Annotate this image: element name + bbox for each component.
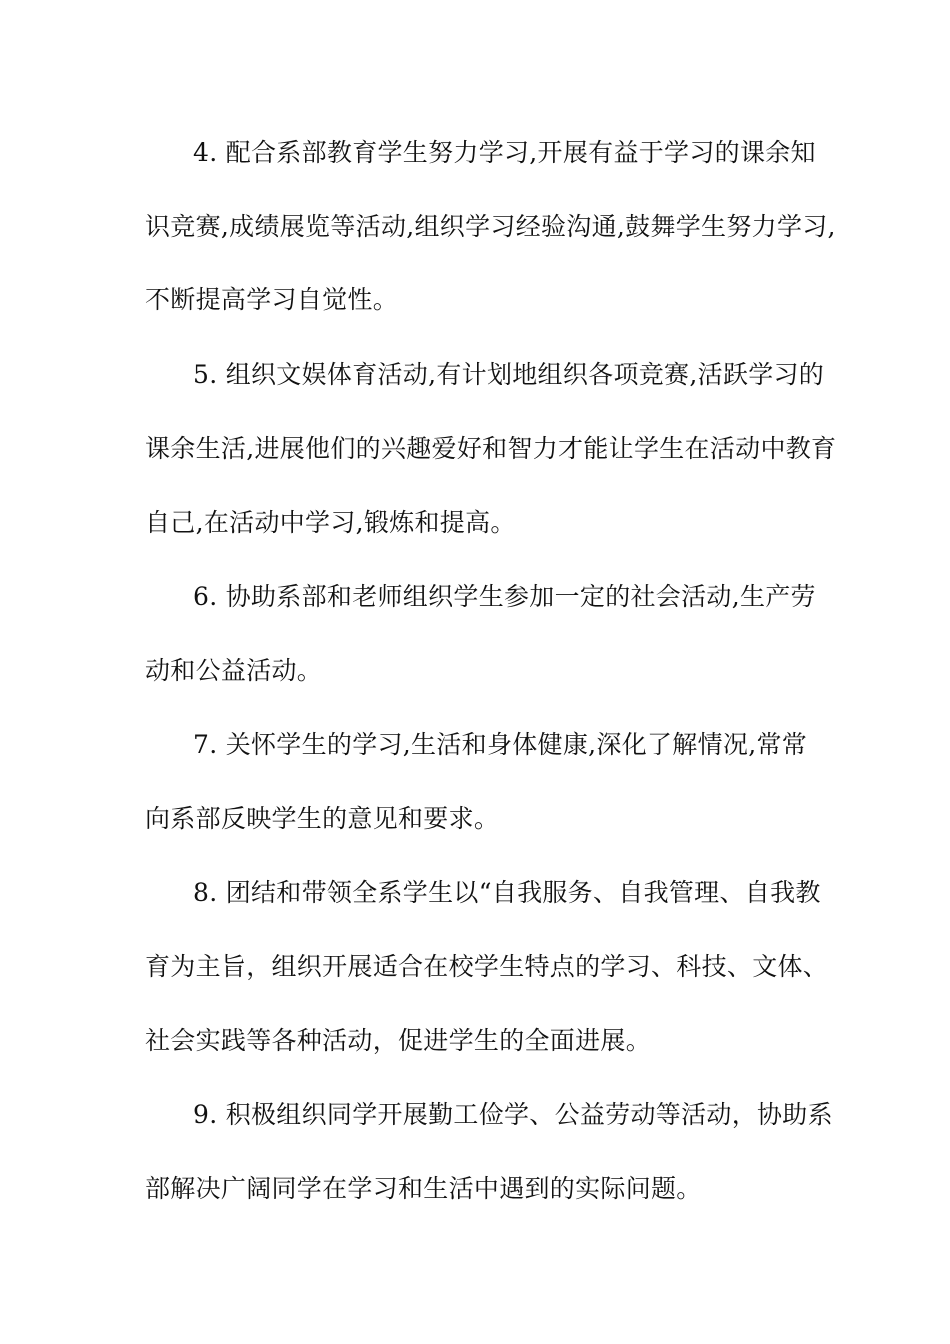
item-5-line-2: 课余生活,进展他们的兴趣爱好和智力才能让学生在活动中教育 xyxy=(145,434,837,463)
item-4-line-3: 不断提高学习自觉性。 xyxy=(145,285,399,314)
item-5-line-1: 5. 组织文娱体育活动,有计划地组织各项竞赛,活跃学习的 xyxy=(193,360,825,389)
item-6-line-2: 动和公益活动。 xyxy=(145,656,323,685)
item-5-line-3: 自己,在活动中学习,锻炼和提高。 xyxy=(145,508,516,537)
item-7-line-2: 向系部反映学生的意见和要求。 xyxy=(145,804,500,833)
item-7-line-1: 7. 关怀学生的学习,生活和身体健康,深化了解情况,常常 xyxy=(193,730,808,759)
item-8-line-2: 育为主旨，组织开展适合在校学生特点的学习、科技、文体、 xyxy=(145,952,829,981)
item-8-line-1: 8. 团结和带领全系学生以“自我服务、自我管理、自我教 xyxy=(193,878,821,907)
item-9-line-1: 9. 积极组织同学开展勤工俭学、公益劳动等活动，协助系 xyxy=(193,1100,833,1129)
item-6-line-1: 6. 协助系部和老师组织学生参加一定的社会活动,生产劳 xyxy=(193,582,816,611)
item-4-line-1: 4. 配合系部教育学生努力学习,开展有益于学习的课余知 xyxy=(193,138,816,167)
item-4-line-2: 识竞赛,成绩展览等活动,组织学习经验沟通,鼓舞学生努力学习, xyxy=(145,212,836,241)
item-9-line-2: 部解决广阔同学在学习和生活中遇到的实际问题。 xyxy=(145,1174,702,1203)
item-8-line-3: 社会实践等各种活动，促进学生的全面进展。 xyxy=(145,1026,652,1055)
